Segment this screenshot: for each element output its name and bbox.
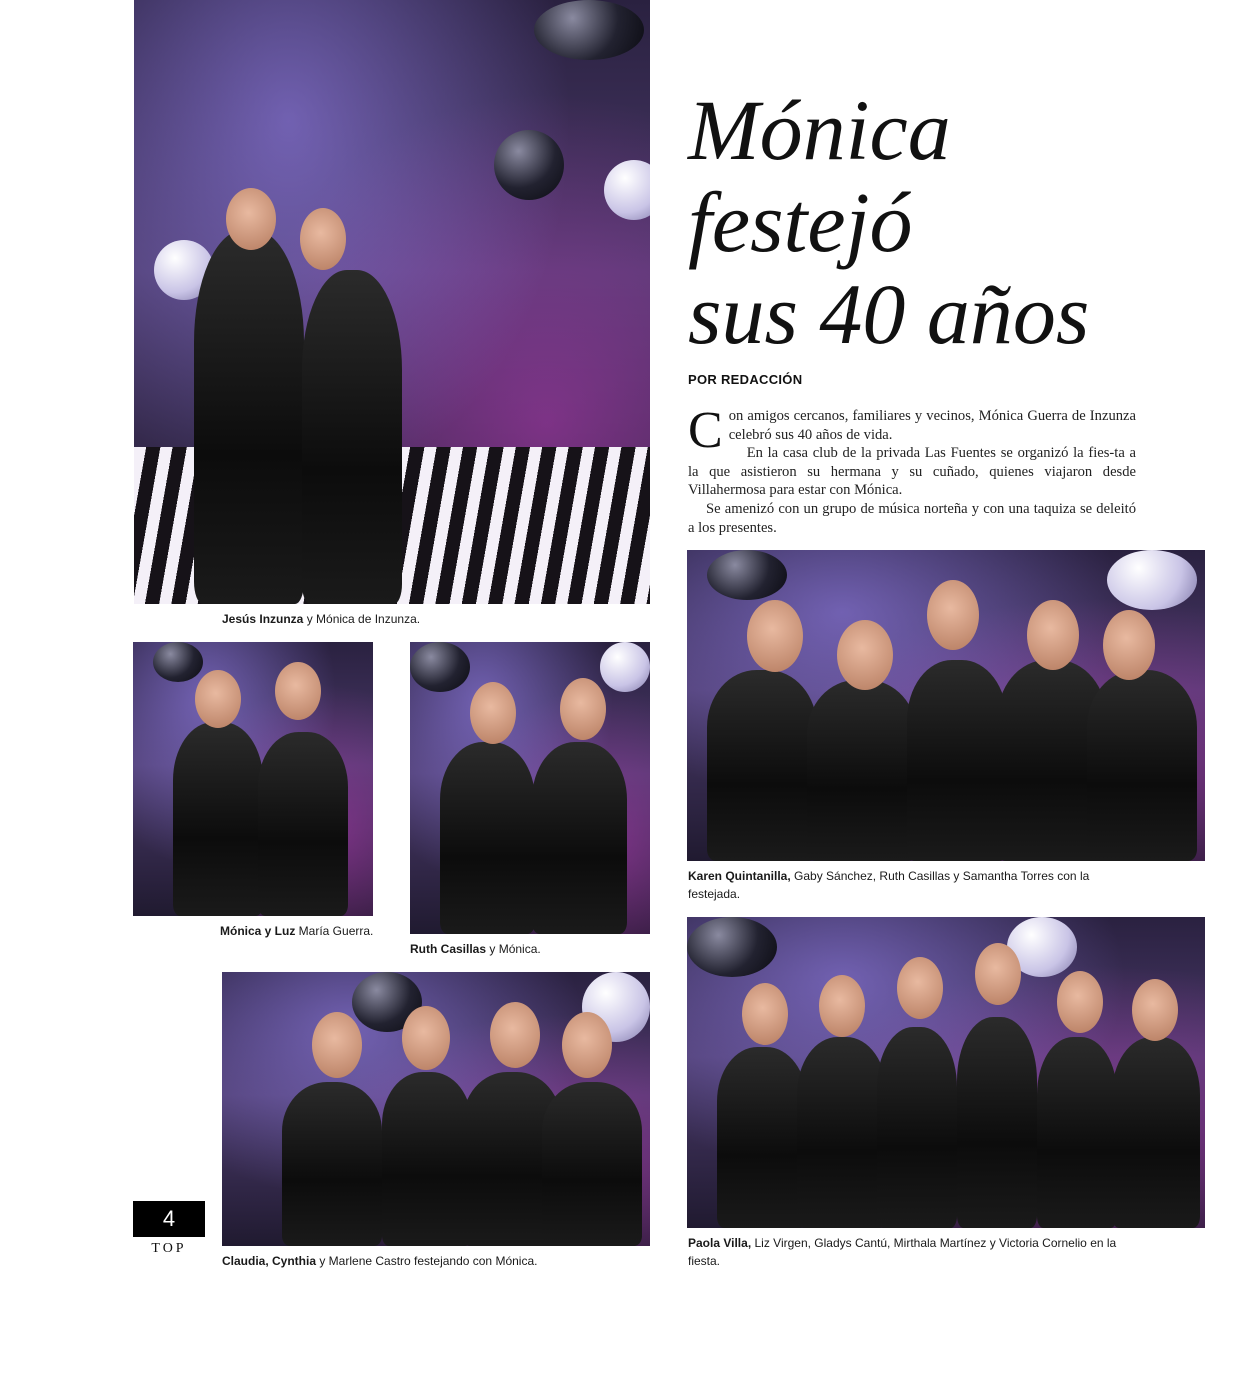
person-head bbox=[490, 1002, 540, 1068]
person-figure bbox=[1037, 1037, 1117, 1228]
caption-photo-2: Mónica y Luz María Guerra. bbox=[220, 924, 374, 938]
person-figure bbox=[907, 660, 1007, 861]
balloon-decoration bbox=[1107, 550, 1197, 610]
photo-karen-group bbox=[687, 550, 1205, 861]
balloon-decoration bbox=[534, 0, 644, 60]
byline: POR REDACCIÓN bbox=[688, 372, 803, 387]
person-head bbox=[927, 580, 979, 650]
caption-photo-6: Paola Villa, Liz Virgen, Gladys Cantú, Mirthala Martínez y Victoria Cornelio en la fiesta. bbox=[688, 1236, 1117, 1268]
person-head bbox=[402, 1006, 450, 1070]
paragraph-2: En la casa club de la privada Las Fuentes se organizó la fies-ta a la que asistieron su hermana y su cuñado, quienes viajaron desde Villahermosa para estar con Mónica. bbox=[688, 445, 1136, 499]
person-head bbox=[975, 943, 1021, 1005]
person-head bbox=[562, 1012, 612, 1078]
person-head bbox=[897, 957, 943, 1019]
caption-photo-4: Claudia, Cynthia y Marlene Castro festejando con Mónica. bbox=[222, 1254, 538, 1268]
drop-cap: C bbox=[688, 402, 723, 459]
person-figure bbox=[957, 1017, 1037, 1228]
person-figure bbox=[194, 230, 304, 604]
person-head bbox=[747, 600, 803, 672]
title-line-2: festejó bbox=[688, 174, 913, 270]
balloon-decoration bbox=[600, 642, 650, 692]
photo-paola-group bbox=[687, 917, 1205, 1228]
person-figure bbox=[717, 1047, 807, 1228]
section-label: TOP bbox=[151, 1241, 187, 1256]
person-head bbox=[837, 620, 893, 690]
person-figure bbox=[440, 742, 535, 934]
page-number: 4 bbox=[133, 1201, 205, 1237]
photo-ruth-monica bbox=[410, 642, 650, 934]
person-figure bbox=[542, 1082, 642, 1246]
person-head bbox=[275, 662, 321, 720]
person-head bbox=[819, 975, 865, 1037]
person-head bbox=[560, 678, 606, 740]
person-head bbox=[312, 1012, 362, 1078]
title-line-1: Mónica bbox=[688, 82, 951, 178]
photo-claudia-cynthia-marlene bbox=[222, 972, 650, 1246]
person-figure bbox=[282, 1082, 382, 1246]
balloon-decoration bbox=[707, 550, 787, 600]
person-figure bbox=[877, 1027, 957, 1228]
person-figure bbox=[382, 1072, 472, 1246]
photo-monica-luz bbox=[133, 642, 373, 916]
balloon-decoration bbox=[153, 642, 203, 682]
balloon-decoration bbox=[410, 642, 470, 692]
person-head bbox=[742, 983, 788, 1045]
person-figure bbox=[797, 1037, 887, 1228]
paragraph-1: Con amigos cercanos, familiares y vecinos, Mónica Guerra de Inzunza celebró sus 40 años de vida. bbox=[688, 402, 1136, 459]
person-figure bbox=[807, 680, 917, 861]
person-figure bbox=[532, 742, 627, 934]
balloon-decoration bbox=[687, 917, 777, 977]
person-head bbox=[300, 208, 346, 270]
paragraph-3: Se amenizó con un grupo de música norteña y con una taquiza se deleitó a los presentes. bbox=[688, 500, 1136, 536]
balloon-decoration bbox=[604, 160, 650, 220]
title-line-3: sus 40 años bbox=[688, 266, 1090, 362]
balloon-decoration bbox=[494, 130, 564, 200]
person-figure bbox=[173, 722, 263, 916]
article-title bbox=[688, 84, 1208, 360]
person-head bbox=[1132, 979, 1178, 1041]
person-figure bbox=[258, 732, 348, 916]
person-figure bbox=[1112, 1037, 1200, 1228]
person-head bbox=[1057, 971, 1103, 1033]
person-head bbox=[1027, 600, 1079, 670]
person-head bbox=[226, 188, 276, 250]
article-body bbox=[688, 402, 1136, 537]
photo-jesus-monica bbox=[134, 0, 650, 604]
person-figure bbox=[707, 670, 817, 861]
person-head bbox=[1103, 610, 1155, 680]
person-figure bbox=[1087, 670, 1197, 861]
caption-photo-1: Jesús Inzunza y Mónica de Inzunza. bbox=[222, 612, 421, 626]
person-head bbox=[195, 670, 241, 728]
person-figure bbox=[302, 270, 402, 604]
person-head bbox=[470, 682, 516, 744]
caption-photo-3: Ruth Casillas y Mónica. bbox=[410, 942, 541, 956]
caption-photo-5: Karen Quintanilla, Gaby Sánchez, Ruth Casillas y Samantha Torres con la festejada. bbox=[688, 869, 1090, 901]
